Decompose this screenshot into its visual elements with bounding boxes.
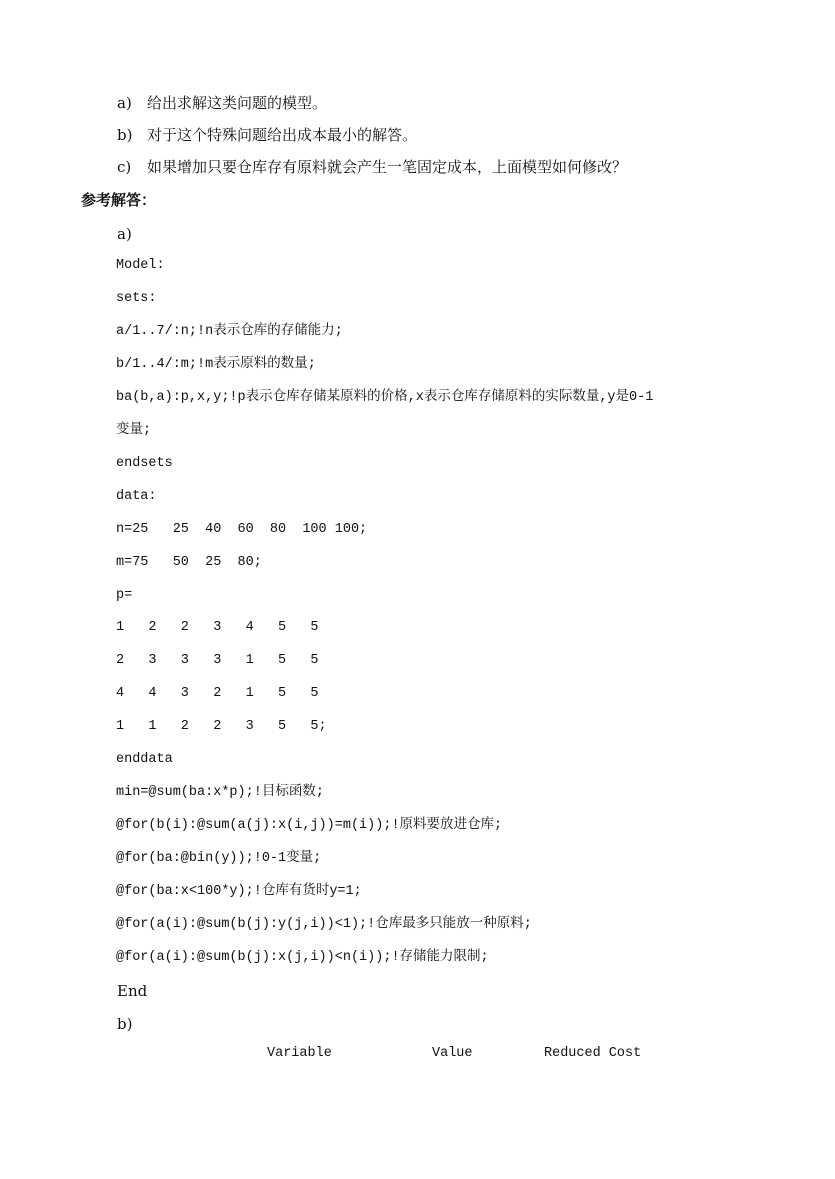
code-line: a/1..7/:n;!n表示仓库的存储能力; (116, 324, 343, 339)
code-line: min=@sum(ba:x*p);!目标函数; (116, 785, 324, 800)
code-line: @for(a(i):@sum(b(j):x(j,i))<n(i));!存储能力限制; (116, 950, 489, 965)
code-line: 变量; (116, 423, 152, 438)
code-line: @for(b(i):@sum(a(j):x(i,j))=m(i));!原料要放进仓库; (116, 818, 503, 833)
question-marker: b) (117, 126, 133, 144)
part-a-label: a) (117, 225, 132, 243)
code-line: @for(a(i):@sum(b(j):y(j,i))<1);!仓库最多只能放一种原料; (116, 917, 532, 932)
code-line: 2 3 3 3 1 5 5 (116, 653, 319, 668)
answer-heading: 参考解答： (81, 191, 157, 209)
column-header-value: Value (432, 1046, 473, 1061)
code-line: sets: (116, 291, 157, 306)
question-a (117, 93, 327, 113)
end-keyword: End (117, 982, 148, 1000)
code-line: endsets (116, 456, 173, 471)
code-line: m=75 50 25 80; (116, 555, 262, 570)
question-text: 如果增加只要仓库存有原料就会产生一笔固定成本，上面模型如何修改？ (147, 158, 628, 176)
code-line: Model: (116, 258, 165, 273)
question-marker: a) (117, 94, 132, 112)
question-marker: c) (117, 158, 132, 176)
code-line: data: (116, 489, 157, 504)
code-line: 1 2 2 3 4 5 5 (116, 620, 319, 635)
question-text: 对于这个特殊问题给出成本最小的解答。 (147, 126, 418, 144)
code-line: n=25 25 40 60 80 100 100; (116, 522, 368, 537)
column-header-reduced-cost: Reduced Cost (544, 1046, 642, 1061)
code-line: p= (116, 588, 133, 603)
code-line: enddata (116, 752, 173, 767)
question-c (117, 157, 627, 177)
code-line: ba(b,a):p,x,y;!p表示仓库存储某原料的价格,x表示仓库存储原料的实际数量,y是0-1 (116, 390, 654, 405)
part-b-label: b) (117, 1015, 133, 1033)
column-header-variable: Variable (267, 1046, 332, 1061)
code-line: b/1..4/:m;!m表示原料的数量; (116, 357, 316, 372)
code-line: @for(ba:@bin(y));!0-1变量; (116, 851, 322, 866)
code-line: 1 1 2 2 3 5 5; (116, 719, 327, 734)
question-text: 给出求解这类问题的模型。 (147, 94, 328, 112)
code-line: @for(ba:x<100*y);!仓库有货时y=1; (116, 884, 362, 899)
code-line: 4 4 3 2 1 5 5 (116, 686, 319, 701)
question-b (117, 125, 417, 145)
